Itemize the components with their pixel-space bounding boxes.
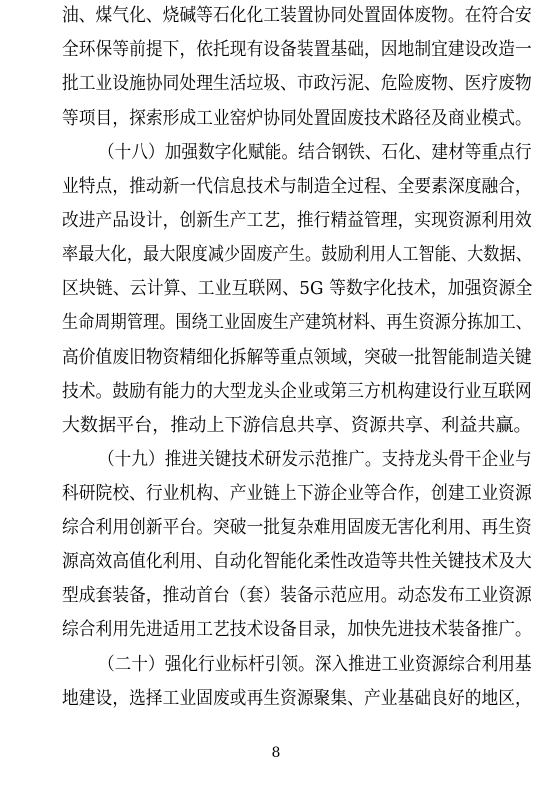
text-line: 地建设，选择工业固废或再生资源聚集、产业基础良好的地区， bbox=[62, 688, 532, 709]
text-line: 综合利用创新平台。突破一批复杂难用固废无害化利用、再生资 bbox=[62, 517, 532, 538]
text-line: 业特点，推动新一代信息技术与制造全过程、全要素深度融合， bbox=[62, 176, 532, 197]
text-line: 生命周期管理。围绕工业固废生产建筑材料、再生资源分拣加工、 bbox=[62, 312, 532, 333]
text-line: 等项目，探索形成工业窑炉协同处置固废技术路径及商业模式。 bbox=[62, 108, 532, 129]
text-line: 大数据平台，推动上下游信息共享、资源共享、利益共赢。 bbox=[62, 415, 532, 436]
text-line: 批工业设施协同处理生活垃圾、市政污泥、危险废物、医疗废物 bbox=[62, 73, 532, 94]
text-line: 综合利用先进适用工艺技术设备目录，加快先进技术装备推广。 bbox=[62, 619, 532, 640]
text-line: 技术。鼓励有能力的大型龙头企业或第三方机构建设行业互联网 bbox=[62, 381, 532, 402]
section-heading-20: （二十）强化行业标杆引领。深入推进工业资源综合利用基 bbox=[98, 654, 532, 675]
text-line: 源高效高值化利用、自动化智能化柔性改造等共性关键技术及大 bbox=[62, 551, 532, 572]
section-heading-18: （十八）加强数字化赋能。结合钢铁、石化、建材等重点行 bbox=[98, 142, 532, 163]
text-line: 高价值废旧物资精细化拆解等重点领域，突破一批智能制造关键 bbox=[62, 347, 532, 368]
section-heading-19: （十九）推进关键技术研发示范推广。支持龙头骨干企业与 bbox=[98, 449, 532, 470]
text-line: 科研院校、行业机构、产业链上下游企业等合作，创建工业资源 bbox=[62, 483, 532, 504]
text-line: 改进产品设计，创新生产工艺，推行精益管理，实现资源利用效 bbox=[62, 210, 532, 231]
page-number: 8 bbox=[271, 745, 281, 761]
text-line: 区块链、云计算、工业互联网、5G 等数字化技术，加强资源全 bbox=[62, 278, 533, 299]
text-line: 型成套装备，推动首台（套）装备示范应用。动态发布工业资源 bbox=[62, 585, 532, 606]
text-line: 全环保等前提下，依托现有设备装置基础，因地制宜建设改造一 bbox=[62, 39, 532, 60]
text-line: 率最大化，最大限度减少固废产生。鼓励利用人工智能、大数据、 bbox=[62, 244, 532, 265]
text-line: 油、煤气化、烧碱等石化化工装置协同处置固体废物。在符合安 bbox=[62, 5, 532, 26]
